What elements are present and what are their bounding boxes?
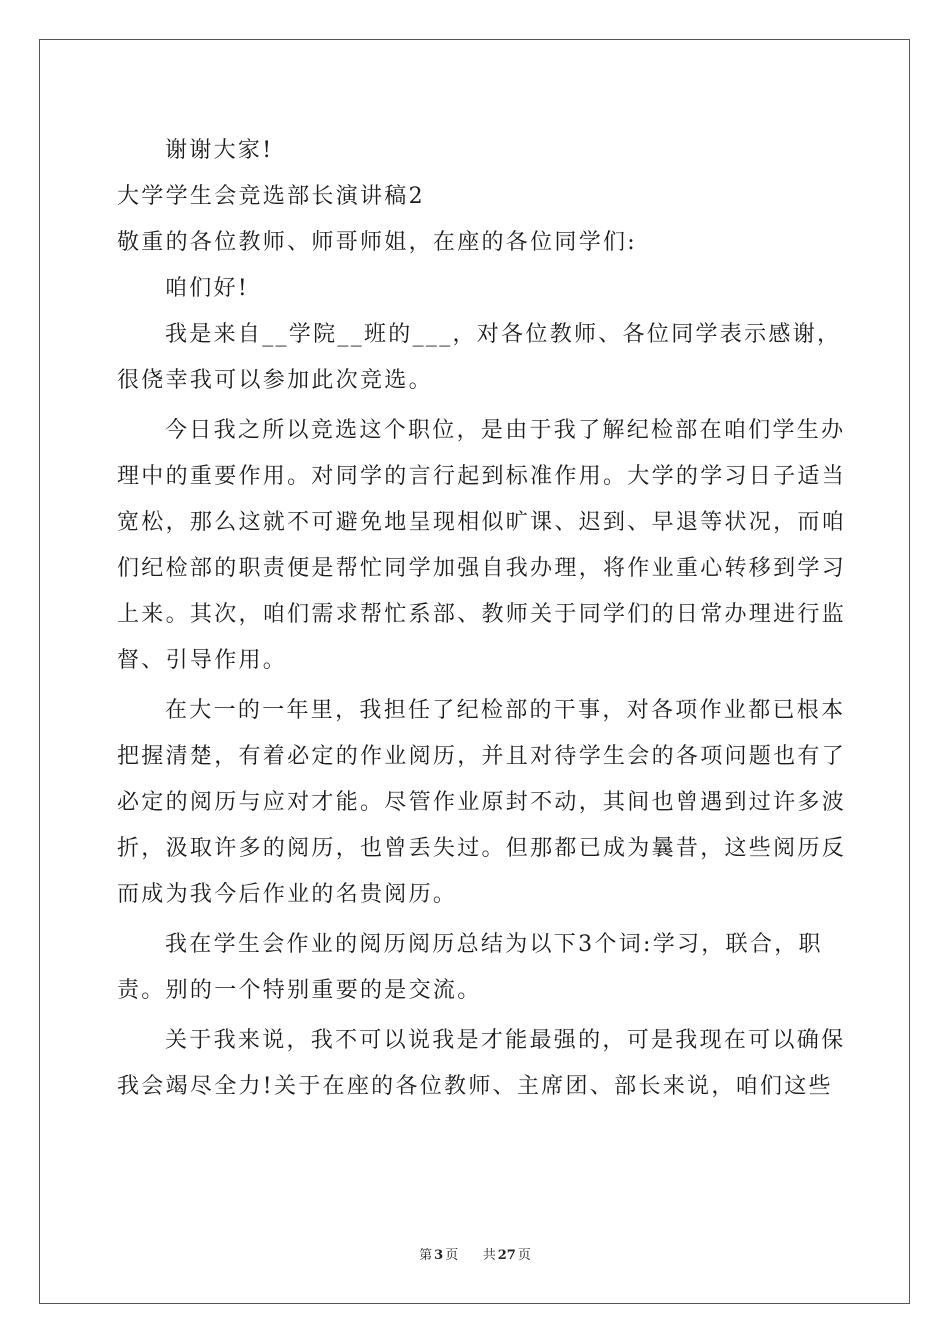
- text-line: 关于我来说，我不可以说我是才能最强的，可是我现在可以确保: [165, 1028, 846, 1053]
- text-line: 上来。其次，咱们需求帮忙系部、教师关于同学们的日常办理进行监: [117, 602, 847, 627]
- text-line: 折，汲取许多的阅历，也曾丢失过。但那都已成为曩昔，这些阅历反: [117, 836, 847, 861]
- page-indicator: [417, 1248, 460, 1263]
- text-line: 在大一的一年里，我担任了纪检部的干事，对各项作业都已根本: [165, 698, 846, 723]
- text-line: 们纪检部的职责便是帮忙同学加强自我办理，将作业重心转移到学习: [117, 556, 847, 581]
- salutation: 敬重的各位教师、师哥师姐，在座的各位同学们:: [117, 230, 638, 255]
- section-title: 大学学生会竞选部长演讲稿2: [117, 184, 425, 209]
- text-line: 而成为我今后作业的名贵阅历。: [117, 882, 458, 907]
- total-indicator: [481, 1248, 533, 1263]
- document-body: [117, 128, 847, 1110]
- text-line: 督、引导作用。: [117, 648, 288, 673]
- text-line: 谢谢大家!: [165, 138, 274, 163]
- text-line: 我会竭尽全力!关于在座的各位教师、主席团、部长来说，咱们这些: [117, 1074, 833, 1099]
- page-footer: [0, 1247, 950, 1265]
- text-line: 很侥幸我可以参加此次竞选。: [117, 368, 433, 393]
- text-line: 今日我之所以竞选这个职位，是由于我了解纪检部在咱们学生办: [165, 418, 846, 443]
- text-line: 把握清楚，有着必定的作业阅历，并且对待学生会的各项问题也有了: [117, 744, 847, 769]
- text-line: 我是来自__学院__班的___，对各位教师、各位同学表示感谢，: [165, 322, 842, 347]
- text-line: 必定的阅历与应对才能。尽管作业原封不动，其间也曾遇到过许多波: [117, 790, 847, 815]
- text-line: 咱们好!: [165, 276, 250, 301]
- text-line: 我在学生会作业的阅历阅历总结为以下3个词:学习，联合，职: [165, 932, 823, 957]
- total-suffix: 页: [517, 1248, 531, 1263]
- total-pages: 27: [497, 1248, 516, 1263]
- text-line: 责。别的一个特别重要的是交流。: [117, 978, 482, 1003]
- text-line: 宽松，那么这就不可避免地呈现相似旷课、迟到、早退等状况，而咱: [117, 510, 847, 535]
- page-suffix: 页: [445, 1248, 459, 1263]
- text-line: 理中的重要作用。对同学的言行起到标准作用。大学的学习日子适当: [117, 464, 847, 489]
- page-number: 3: [434, 1248, 444, 1263]
- total-prefix: 共: [482, 1248, 496, 1263]
- page-prefix: 第: [419, 1248, 433, 1263]
